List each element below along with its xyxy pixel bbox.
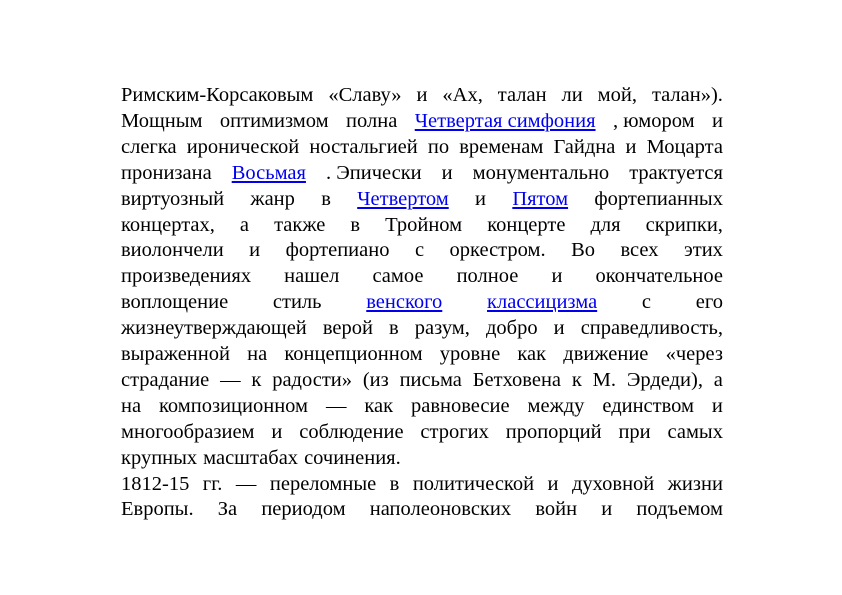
word: «Ах, (442, 84, 483, 106)
word: окончательное (595, 265, 723, 288)
word: масштабах (203, 446, 299, 469)
word: временам (459, 135, 544, 158)
word: фортепиано (285, 239, 390, 262)
text-line (121, 445, 723, 471)
word: соблюдение (299, 420, 404, 443)
word: уровне (439, 343, 501, 365)
word: с (641, 291, 652, 314)
text-line (121, 496, 723, 522)
word: жанр (250, 187, 295, 210)
word: и (416, 84, 428, 106)
word: нашел (284, 265, 340, 288)
word: и (547, 472, 559, 495)
word: «Славу» (328, 84, 402, 106)
word: в (389, 472, 400, 495)
word: — (220, 368, 241, 391)
text-line (121, 160, 723, 186)
word: оркестром. (449, 239, 546, 262)
link-eighth-symphony[interactable]: Восьмая (231, 161, 306, 184)
text-line (121, 108, 723, 134)
word: , юмором (612, 109, 695, 132)
word: к (571, 368, 582, 391)
link-classicism[interactable]: классицизма (487, 291, 598, 314)
text-line (121, 82, 723, 108)
word: и (441, 161, 453, 184)
word: с (414, 239, 425, 262)
word: концертах, (121, 213, 215, 236)
word: слегка (121, 135, 177, 158)
word: войн (535, 498, 578, 521)
word: между (527, 394, 585, 417)
word: М. (592, 368, 616, 391)
word: для (590, 213, 621, 236)
link-fifth-concerto[interactable]: Пятом (512, 187, 569, 210)
word: самое (372, 265, 424, 288)
text-line (121, 263, 723, 289)
word: . Эпически (325, 161, 422, 184)
word: иронической (186, 135, 300, 158)
text-line (121, 134, 723, 160)
word: а (239, 213, 250, 236)
word: к (251, 368, 262, 391)
word: как (364, 394, 394, 417)
word: крупных (121, 446, 198, 469)
word: пронизана (121, 161, 212, 184)
word: строгих (420, 420, 489, 443)
word: Гайдна (553, 135, 616, 158)
word: на (247, 343, 268, 365)
word: и (271, 420, 283, 443)
word: в (389, 317, 399, 340)
word: трактуется (629, 161, 723, 184)
word: и (551, 265, 563, 288)
word: этих (683, 239, 723, 262)
word: концерте (487, 213, 566, 236)
word: виолончели (121, 239, 224, 262)
word: сочинения. (304, 446, 401, 469)
word: концепционном (284, 343, 423, 365)
link-fourth-concerto[interactable]: Четвертом (357, 187, 449, 210)
word: Римским-Корсаковым (121, 84, 314, 106)
text-line (121, 367, 723, 393)
word: виртуозный (121, 187, 225, 210)
word: оптимизмом (219, 109, 329, 132)
word: монументально (472, 161, 610, 184)
text-line (121, 419, 723, 445)
word: самых (667, 420, 723, 443)
word: письма (399, 368, 462, 391)
text-line (121, 471, 723, 497)
word: (из (362, 368, 389, 391)
word: Тройном (385, 213, 463, 236)
word: стиль (272, 291, 322, 314)
word: выраженной (121, 343, 230, 365)
word: Мощным (121, 109, 203, 132)
text-line (121, 315, 723, 341)
word: многообразием (121, 420, 255, 443)
word: также (274, 213, 326, 236)
word: в (321, 187, 331, 210)
word: Европы. (121, 498, 194, 521)
word: как (517, 343, 547, 365)
word: и (711, 394, 723, 417)
word: а (713, 368, 723, 391)
word: Во (571, 239, 595, 262)
word: движение (563, 343, 649, 365)
word: верой (322, 317, 373, 340)
word: и (601, 498, 613, 521)
word: и (625, 135, 637, 158)
text-line (121, 289, 723, 315)
word: талан»). (651, 84, 723, 106)
word: — (325, 394, 347, 417)
word: жизни (667, 472, 723, 495)
word: духовной (572, 472, 655, 495)
link-viennese[interactable]: венского (366, 291, 443, 314)
word: наполеоновских (369, 498, 512, 521)
word: мой, (597, 84, 637, 106)
word: пропорций (505, 420, 602, 443)
word: при (618, 420, 651, 443)
word: по (427, 135, 450, 158)
word: скрипки, (645, 213, 723, 236)
word: жизнеутверждающей (121, 317, 307, 340)
word: радости» (272, 368, 353, 391)
word: страдание (121, 368, 210, 391)
text-line (121, 212, 723, 238)
word: добро (485, 317, 538, 340)
word: политической (412, 472, 535, 495)
word: разум, (414, 317, 470, 340)
word: Моцарта (646, 135, 723, 158)
word: в (350, 213, 361, 236)
word: его (695, 291, 723, 314)
word: единством (602, 394, 694, 417)
word: 1812-15 (121, 472, 190, 495)
word: Эрдеди), (626, 368, 703, 391)
word: произведениях (121, 265, 252, 288)
word: полное (456, 265, 519, 288)
text-line (121, 393, 723, 419)
word: Бетховена (472, 368, 562, 391)
text-line (121, 237, 723, 263)
word: «через (665, 343, 723, 365)
word: переломные (269, 472, 377, 495)
word: гг. (202, 472, 223, 495)
word: равновесие (411, 394, 510, 417)
word: и (712, 109, 723, 132)
text-line (121, 186, 723, 212)
word: подъемом (636, 498, 723, 521)
word: фортепианных (594, 187, 723, 210)
word: талан (497, 84, 547, 106)
word: периодом (261, 498, 346, 521)
word: на (121, 394, 142, 417)
word: и (475, 187, 487, 210)
word: полна (346, 109, 398, 132)
word: — (235, 472, 257, 495)
link-fourth-symphony[interactable]: Четвертая симфония (414, 109, 596, 132)
word: За (217, 498, 238, 521)
word: ли (561, 84, 583, 106)
text-line (121, 341, 723, 367)
word: композиционном (159, 394, 309, 417)
word: ностальгией (309, 135, 418, 158)
word: воплощение (121, 291, 229, 314)
word: и (553, 317, 565, 340)
word: всех (620, 239, 659, 262)
word: справедливость, (580, 317, 723, 340)
word: и (249, 239, 261, 262)
